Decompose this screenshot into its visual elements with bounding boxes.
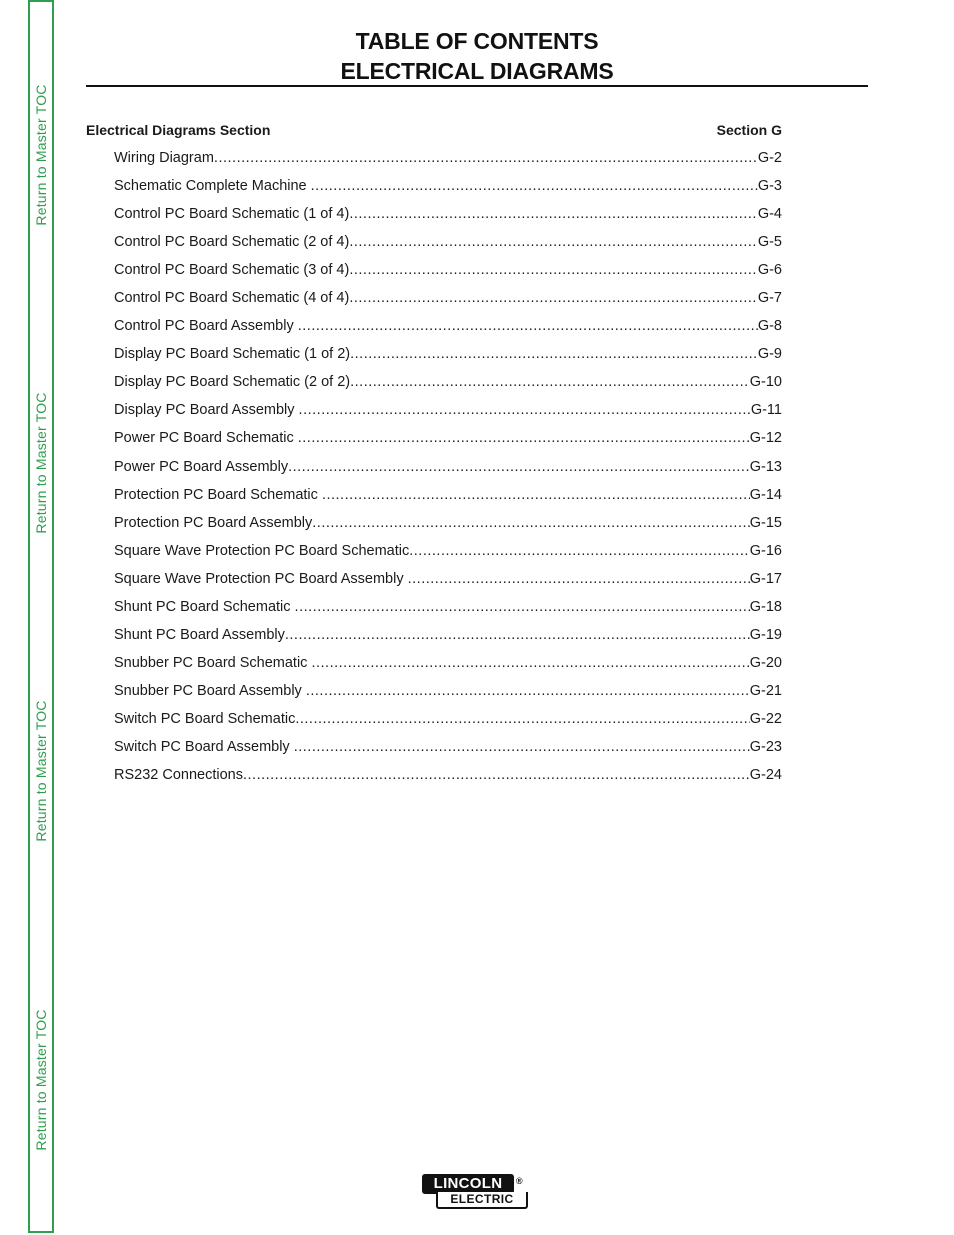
return-to-master-toc-label[interactable]: Return to Master TOC <box>33 392 49 534</box>
toc-entry-page[interactable]: G-4 <box>757 206 782 223</box>
toc-entry[interactable] <box>114 150 782 178</box>
logo-top-text: LINCOLN <box>422 1174 514 1194</box>
toc-entry-title[interactable]: Display PC Board Assembly <box>114 402 299 419</box>
dot-leader <box>288 459 750 475</box>
dot-leader <box>214 150 758 166</box>
toc-entry[interactable] <box>114 318 782 346</box>
toc-entry-page[interactable]: G-13 <box>749 458 782 475</box>
toc-entry-title[interactable]: Switch PC Board Assembly <box>114 738 294 755</box>
toc-entry-title[interactable]: Schematic Complete Machine <box>114 178 311 195</box>
dot-leader <box>350 374 750 390</box>
toc-entry[interactable] <box>114 655 782 683</box>
toc-entry-title[interactable]: Display PC Board Schematic (1 of 2) <box>114 346 351 363</box>
toc-entry[interactable] <box>114 739 782 767</box>
page-title-line-2: ELECTRICAL DIAGRAMS <box>340 58 614 84</box>
registered-mark: ® <box>516 1176 523 1186</box>
toc-entry-title[interactable]: Switch PC Board Schematic <box>114 710 296 727</box>
toc-entry-title[interactable]: Protection PC Board Schematic <box>114 486 322 503</box>
toc-entry-title[interactable]: Control PC Board Assembly <box>114 318 298 335</box>
logo-bottom-text: ELECTRIC <box>436 1192 528 1209</box>
dot-leader <box>299 402 751 418</box>
toc-entry[interactable] <box>114 459 782 487</box>
toc-entry[interactable] <box>114 515 782 543</box>
dot-leader <box>295 711 749 727</box>
toc-entry-title[interactable]: Power PC Board Assembly <box>114 458 289 475</box>
toc-entry-title[interactable]: Control PC Board Schematic (3 of 4) <box>114 262 350 279</box>
toc-entry-page[interactable]: G-16 <box>749 542 782 559</box>
toc-entry-page[interactable]: G-12 <box>749 430 782 447</box>
toc-entry-page[interactable]: G-6 <box>757 262 782 279</box>
toc-entry[interactable] <box>114 430 782 458</box>
toc-entry-page[interactable]: G-18 <box>749 598 782 615</box>
dot-leader <box>322 487 750 503</box>
toc-entry[interactable] <box>114 599 782 627</box>
section-label: Electrical Diagrams Section <box>86 122 271 138</box>
toc-entry-title[interactable]: Protection PC Board Assembly <box>114 514 313 531</box>
toc-entry-title[interactable]: Power PC Board Schematic <box>114 430 298 447</box>
toc-entry-page[interactable]: G-11 <box>750 402 782 419</box>
dot-leader <box>312 515 749 531</box>
return-to-master-toc-label[interactable]: Return to Master TOC <box>33 700 49 842</box>
toc-entry[interactable] <box>114 374 782 402</box>
toc-entry-page[interactable]: G-17 <box>749 570 782 587</box>
toc-entry[interactable] <box>114 290 782 318</box>
toc-entry-page[interactable]: G-7 <box>757 290 782 307</box>
dot-leader <box>311 178 758 194</box>
page-title <box>86 26 868 86</box>
toc-entry-page[interactable]: G-19 <box>749 626 782 643</box>
toc-entry[interactable] <box>114 346 782 374</box>
toc-entry-page[interactable]: G-10 <box>749 374 782 391</box>
toc-entry[interactable] <box>114 767 782 795</box>
toc-entry-title[interactable]: Wiring Diagram <box>114 150 214 166</box>
toc-entry-title[interactable]: Square Wave Protection PC Board Assembly <box>114 570 408 587</box>
toc-entry-title[interactable]: Display PC Board Schematic (2 of 2) <box>114 374 351 391</box>
section-header <box>86 122 782 138</box>
dot-leader <box>350 346 758 362</box>
toc-entry-title[interactable]: Snubber PC Board Assembly <box>114 682 306 699</box>
return-to-master-toc-label[interactable]: Return to Master TOC <box>33 84 49 226</box>
return-to-master-toc-label[interactable]: Return to Master TOC <box>33 1009 49 1151</box>
toc-entry-title[interactable]: Snubber PC Board Schematic <box>114 654 312 671</box>
toc-list <box>114 150 782 795</box>
dot-leader <box>285 627 750 643</box>
toc-entry[interactable] <box>114 206 782 234</box>
toc-entry-page[interactable]: G-20 <box>749 654 782 671</box>
dot-leader <box>349 290 758 306</box>
toc-entry-page[interactable]: G-14 <box>749 486 782 503</box>
toc-entry-page[interactable]: G-21 <box>749 682 782 699</box>
toc-entry[interactable] <box>114 178 782 206</box>
dot-leader <box>243 767 750 783</box>
toc-entry-page[interactable]: G-5 <box>757 234 782 251</box>
toc-entry[interactable] <box>114 571 782 599</box>
toc-entry[interactable] <box>114 487 782 515</box>
dot-leader <box>298 318 758 334</box>
dot-leader <box>409 543 750 559</box>
dot-leader <box>349 262 758 278</box>
toc-entry[interactable] <box>114 262 782 290</box>
toc-entry-title[interactable]: Shunt PC Board Schematic <box>114 598 295 615</box>
dot-leader <box>295 599 750 615</box>
page-title-line-1: TABLE OF CONTENTS <box>355 28 599 54</box>
toc-entry-page[interactable]: G-8 <box>757 318 782 335</box>
dot-leader <box>294 739 750 755</box>
toc-entry[interactable] <box>114 627 782 655</box>
toc-entry-page[interactable]: G-22 <box>749 710 782 727</box>
dot-leader <box>349 206 758 222</box>
dot-leader <box>298 430 750 446</box>
toc-entry-page[interactable]: G-24 <box>749 767 782 784</box>
toc-entry[interactable] <box>114 543 782 571</box>
toc-entry[interactable] <box>114 711 782 739</box>
toc-entry-page[interactable]: G-23 <box>749 738 782 755</box>
toc-entry-page[interactable]: G-15 <box>749 514 782 531</box>
toc-entry-page[interactable]: G-9 <box>757 346 782 363</box>
section-ref: Section G <box>716 122 782 138</box>
toc-entry-title[interactable]: Control PC Board Schematic (2 of 4) <box>114 234 350 251</box>
lincoln-electric-logo <box>422 1172 530 1210</box>
dot-leader <box>306 683 750 699</box>
toc-entry-title[interactable]: Control PC Board Schematic (4 of 4) <box>114 290 350 307</box>
toc-entry-title[interactable]: Square Wave Protection PC Board Schematic <box>114 542 410 559</box>
toc-entry-title[interactable]: Control PC Board Schematic (1 of 4) <box>114 206 350 223</box>
dot-leader <box>349 234 758 250</box>
toc-entry-title[interactable]: RS232 Connections <box>114 767 243 784</box>
toc-entry[interactable] <box>114 683 782 711</box>
dot-leader <box>408 571 750 587</box>
toc-entry-title[interactable]: Shunt PC Board Assembly <box>114 626 285 643</box>
toc-entry[interactable] <box>114 402 782 430</box>
toc-entry[interactable] <box>114 234 782 262</box>
dot-leader <box>311 655 749 671</box>
title-divider <box>86 85 868 87</box>
toc-entry-page[interactable]: G-3 <box>757 178 782 195</box>
toc-entry-page[interactable]: G-2 <box>757 150 782 166</box>
